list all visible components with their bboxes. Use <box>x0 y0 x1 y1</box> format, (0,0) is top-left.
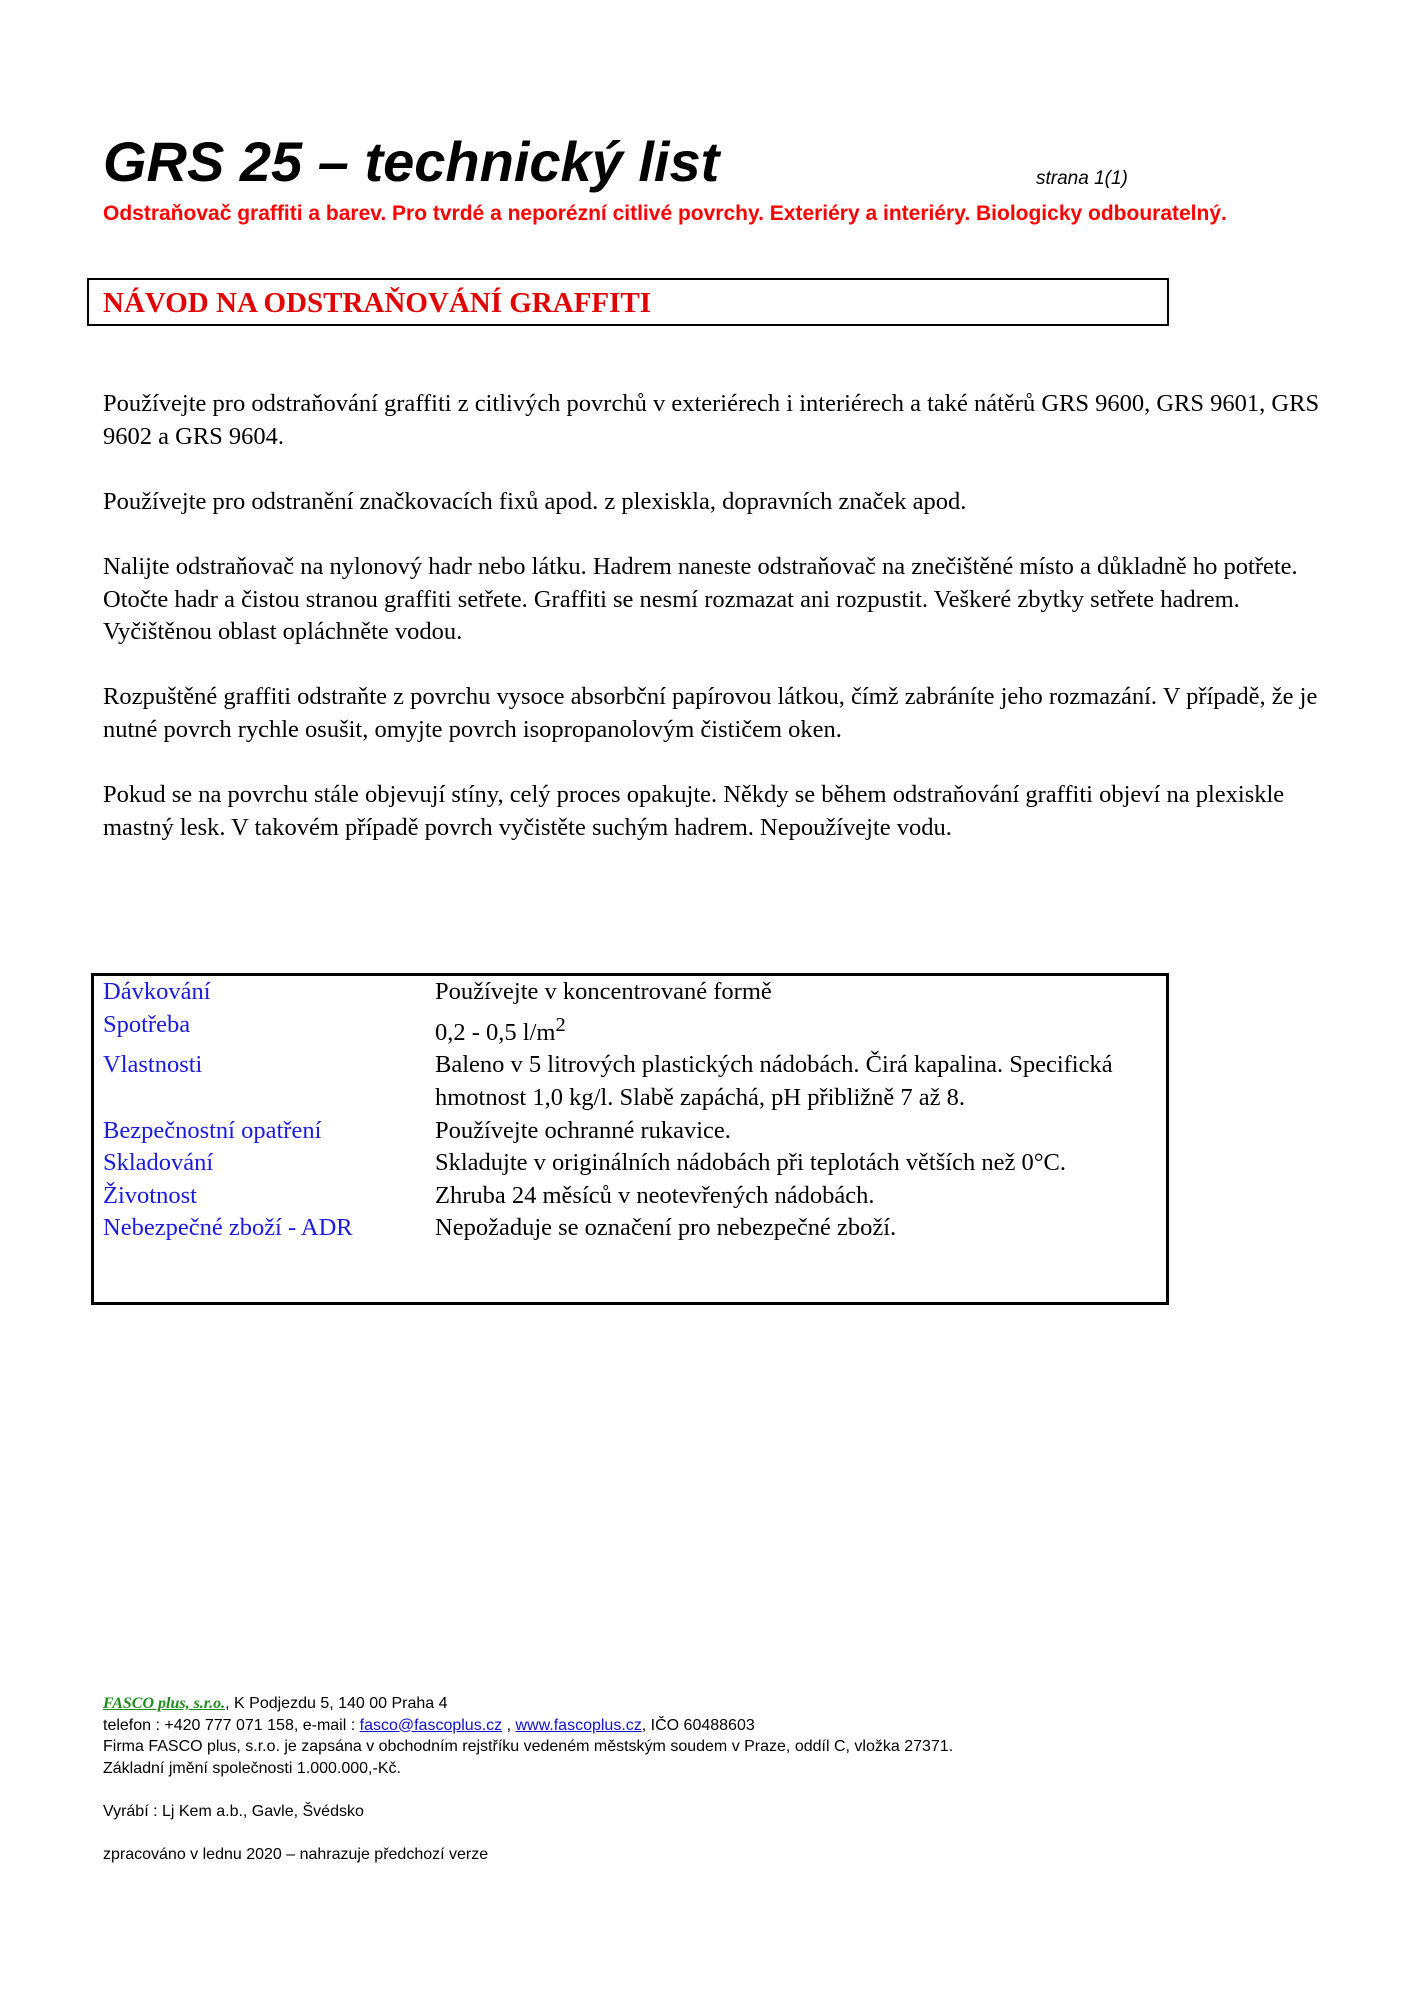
footer-manufacturer: Vyrábí : Lj Kem a.b., Gavle, Švédsko <box>103 1802 364 1820</box>
property-label: Životnost <box>103 1181 197 1209</box>
property-label: Dávkování <box>103 978 211 1005</box>
footer-spacer <box>103 1779 1303 1801</box>
property-label: Vlastnosti <box>103 1051 203 1079</box>
email-link[interactable]: fasco@fascoplus.cz <box>359 1716 503 1734</box>
property-value: Nepožaduje se označení pro nebezpečné zboží. <box>435 1214 897 1242</box>
property-value: Používejte ochranné rukavice. <box>435 1116 731 1144</box>
table-row <box>94 1180 1166 1213</box>
property-label: Skladování <box>103 1149 214 1177</box>
footer-capital: Základní jmění společnosti 1.000.000,-Kč. <box>103 1759 401 1777</box>
company-id: , IČO 60488603 <box>641 1716 755 1734</box>
product-subtitle: Odstraňovač graffiti a barev. Pro tvrdé a neporézní citlivé povrchy. Exteriéry a interiéry. Biologicky odbouratelný. <box>103 202 1227 225</box>
table-row <box>94 1115 1166 1148</box>
property-label: Bezpečnostní opatření <box>103 1116 322 1144</box>
footer-revision: zpracováno v lednu 2020 – nahrazuje předchozí verze <box>103 1845 489 1863</box>
instruction-paragraph: Rozpuštěné graffiti odstraňte z povrchu vysoce absorbční papírovou látkou, čímž zabráníte jeho rozmazání. V případě, že je nutné povrch rychle osušit, omyjte povrch isopropanolovým čističem oken. <box>103 683 1318 743</box>
footer-contact-line <box>103 1715 1303 1737</box>
instruction-paragraph: Používejte pro odstranění značkovacích fixů apod. z plexiskla, dopravních značek apod. <box>103 487 967 515</box>
table-row <box>94 1147 1166 1180</box>
property-label: Nebezpečné zboží - ADR <box>103 1214 353 1242</box>
property-label: Spotřeba <box>103 1010 191 1038</box>
instructions-body <box>103 388 1333 877</box>
instruction-paragraph: Používejte pro odstraňování graffiti z citlivých povrchů v exteriérech i interiérech a také nátěrů GRS 9600, GRS 9601, GRS 9602 a GRS 9604. <box>103 390 1320 450</box>
property-value: Zhruba 24 měsíců v neotevřených nádobách. <box>435 1181 875 1209</box>
property-value: Používejte v koncentrované formě <box>435 978 772 1005</box>
company-address: , K Podjezdu 5, 140 00 Praha 4 <box>225 1695 448 1712</box>
footer-registration: Firma FASCO plus, s.r.o. je zapsána v obchodním rejstříku vedeném městským soudem v Praze, oddíl C, vložka 27371. <box>103 1738 954 1755</box>
section-heading-box <box>87 278 1169 326</box>
section-heading: NÁVOD NA ODSTRAŇOVÁNÍ GRAFFITI <box>103 287 652 319</box>
company-brand-link[interactable]: FASCO plus, s.r.o. <box>103 1695 226 1712</box>
footer-spacer <box>103 1822 1303 1844</box>
document-title: GRS 25 – technický list <box>103 130 720 193</box>
property-value <box>435 1009 1145 1050</box>
property-value: Skladujte v originálních nádobách při teplotách větších než 0°C. <box>435 1149 1066 1177</box>
table-row <box>94 1049 1166 1114</box>
table-row <box>94 976 1166 1009</box>
page-number: strana 1(1) <box>1036 168 1128 189</box>
website-link[interactable]: www.fascoplus.cz <box>515 1716 642 1734</box>
property-value: Baleno v 5 litrových plastických nádobách. Čirá kapalina. Specifická hmotnost 1,0 kg/l. Slabě zapáchá, pH přibližně 7 až 8. <box>435 1051 1113 1111</box>
instruction-paragraph: Nalijte odstraňovač na nylonový hadr nebo látku. Hadrem naneste odstraňovač na znečištěné místo a důkladně ho potřete. Otočte hadr a čistou stranou graffiti setřete. Graffiti se nesmí rozmazat ani rozpustit. Veškeré zbytky setřete hadrem. Vyčištěnou oblast opláchněte vodou. <box>103 552 1298 646</box>
properties-table <box>91 973 1169 1305</box>
footer <box>103 1693 1303 1865</box>
consumption-value: 0,2 - 0,5 l/m <box>435 1018 556 1046</box>
contact-separator: , <box>502 1716 516 1734</box>
table-row <box>94 1212 1166 1245</box>
phone-text: telefon : +420 777 071 158, e-mail : <box>103 1716 360 1734</box>
instruction-paragraph: Pokud se na povrchu stále objevují stíny, celý proces opakujte. Někdy se během odstraňování graffiti objeví na plexiskle mastný lesk. V takovém případě povrch vyčistěte suchým hadrem. Nepoužívejte vodu. <box>103 781 1285 841</box>
consumption-unit-exponent: 2 <box>555 1013 566 1036</box>
footer-address-line <box>103 1693 1303 1715</box>
table-row <box>94 1009 1166 1050</box>
